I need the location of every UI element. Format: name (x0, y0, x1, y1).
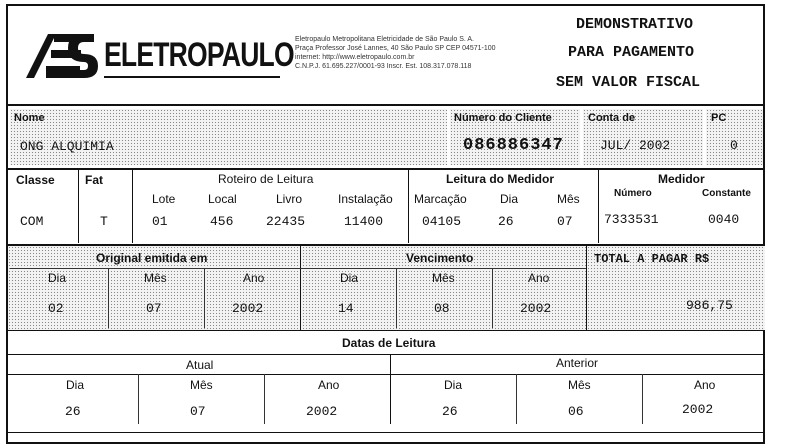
dia-value: 26 (498, 214, 514, 229)
logo-underline (104, 76, 280, 78)
divider (8, 354, 765, 355)
company-info-line: internet: http://www.eletropaulo.com.br (295, 54, 415, 61)
pc-label: PC (711, 112, 727, 124)
divider (300, 246, 301, 330)
divider (390, 354, 391, 424)
vencimento-ano-label: Ano (528, 271, 550, 285)
livro-label: Livro (276, 192, 303, 206)
numero-value: 7333531 (604, 212, 659, 227)
mes-label: Mês (557, 192, 580, 206)
marcacao-label: Marcação (414, 192, 467, 206)
divider (598, 169, 599, 243)
original-ano-label: Ano (243, 271, 265, 285)
company-info (295, 35, 555, 71)
leitura-dates-title: Datas de Leitura (342, 336, 436, 350)
original-mes-value: 07 (146, 301, 162, 316)
instalacao-value: 11400 (344, 214, 384, 229)
constante-value: 0040 (708, 212, 740, 227)
total-value: 986,75 (686, 298, 733, 313)
divider (10, 268, 586, 269)
mes-value: 07 (557, 214, 573, 229)
divider (408, 169, 409, 243)
medidor-label: Medidor (658, 172, 705, 186)
atual-dia-label: Dia (66, 378, 85, 392)
anterior-dia-label: Dia (444, 378, 463, 392)
divider (396, 268, 397, 328)
anterior-mes-value: 06 (568, 404, 584, 419)
marcacao-value: 04105 (422, 214, 462, 229)
vencimento-ano-value: 2002 (520, 301, 552, 316)
document-title-line-3: SEM VALOR FISCAL (556, 74, 701, 91)
original-label: Original emitida em (96, 251, 208, 265)
vencimento-dia-label: Dia (340, 271, 359, 285)
bill-document (6, 4, 765, 444)
atual-ano-label: Ano (318, 378, 340, 392)
divider (642, 374, 643, 424)
divider (108, 268, 109, 328)
divider (8, 104, 765, 106)
anterior-ano-value: 2002 (682, 402, 714, 417)
divider (492, 268, 493, 328)
document-title-line-2: PARA PAGAMENTO (568, 44, 695, 61)
divider (78, 169, 79, 243)
lote-value: 01 (152, 214, 168, 229)
divider (8, 168, 765, 170)
pc-value: 0 (730, 138, 738, 153)
original-mes-label: Mês (144, 271, 167, 285)
account-label: Conta de (588, 112, 636, 124)
total-label: TOTAL A PAGAR R$ (594, 252, 710, 266)
leitura-medidor-label: Leitura do Medidor (446, 172, 554, 186)
fat-value: T (100, 214, 108, 229)
company-info-line: Praça Professor José Lannes, 40 São Paulo SP CEP 04571-100 (295, 45, 496, 52)
original-dia-label: Dia (48, 271, 67, 285)
divider (8, 330, 765, 331)
divider (132, 169, 133, 243)
vencimento-mes-value: 08 (434, 301, 450, 316)
anterior-ano-label: Ano (694, 378, 716, 392)
anterior-mes-label: Mês (568, 378, 591, 392)
divider (516, 374, 517, 424)
company-info-line: C.N.P.J. 61.695.227/0001-93 Inscr. Est. 108.317.078.118 (295, 63, 472, 70)
classe-label: Classe (16, 173, 55, 187)
instalacao-label: Instalação (338, 192, 393, 206)
divider (138, 374, 139, 424)
divider (8, 432, 765, 433)
atual-dia-value: 26 (65, 404, 81, 419)
logo-wordmark: ELETROPAULO (104, 36, 294, 74)
atual-mes-value: 07 (190, 404, 206, 419)
vencimento-mes-label: Mês (432, 271, 455, 285)
vencimento-dia-value: 14 (338, 301, 354, 316)
numero-label: Número (614, 188, 652, 199)
atual-label: Atual (186, 358, 214, 372)
original-ano-value: 2002 (232, 301, 264, 316)
anterior-label: Anterior (556, 356, 599, 370)
constante-label: Constante (702, 188, 751, 199)
account-value: JUL/ 2002 (600, 138, 671, 153)
vencimento-label: Vencimento (406, 251, 474, 265)
divider (204, 268, 205, 328)
client-number-label: Número do Cliente (454, 112, 552, 124)
classe-value: COM (20, 214, 44, 229)
atual-mes-label: Mês (190, 378, 213, 392)
divider (264, 374, 265, 424)
document-title-line-1: DEMONSTRATIVO (576, 16, 694, 33)
eletropaulo-logo (18, 26, 294, 82)
name-label: Nome (14, 112, 45, 124)
lote-label: Lote (152, 192, 176, 206)
fat-label: Fat (85, 173, 103, 187)
divider (8, 374, 765, 375)
dia-label: Dia (500, 192, 519, 206)
divider (586, 246, 587, 330)
local-value: 456 (210, 214, 234, 229)
name-value: ONG ALQUIMIA (20, 139, 114, 154)
name-box (10, 109, 447, 165)
client-number-value: 086886347 (463, 136, 564, 155)
original-dia-value: 02 (48, 301, 64, 316)
atual-ano-value: 2002 (306, 404, 338, 419)
roteiro-label: Roteiro de Leitura (218, 172, 314, 186)
local-label: Local (208, 192, 237, 206)
company-info-line: Eletropaulo Metropolitana Eletricidade de São Paulo S. A. (295, 36, 475, 43)
livro-value: 22435 (266, 214, 306, 229)
anterior-dia-value: 26 (442, 404, 458, 419)
